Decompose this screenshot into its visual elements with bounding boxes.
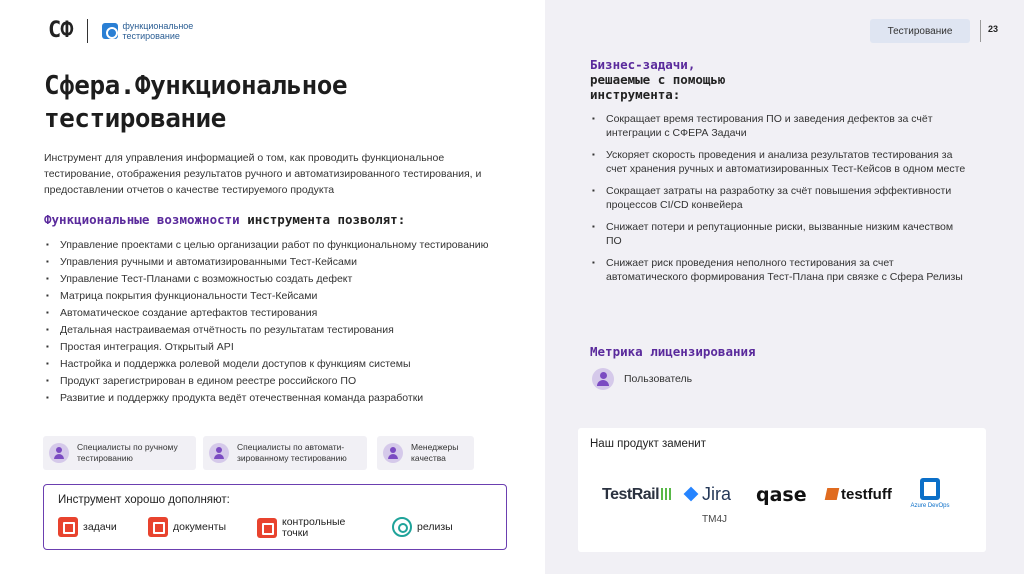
list-item: ▪ Матрица покрытия функциональности Тест-Кейсами	[44, 289, 514, 303]
section-tag: Тестирование	[870, 19, 970, 43]
intro-text: Инструмент для управления информацией о том, как проводить функциональное тестирование, отображения результатов ручного и автоматизированного тестирования, и предоставлении отчетов о качестве тестируемого продукта	[44, 152, 482, 196]
testrail-logo: TestRail	[602, 486, 673, 504]
replaces-box	[578, 428, 986, 552]
metric-heading: Метрика лицензирования	[590, 344, 756, 359]
list-item: ▪ Управление Тест-Планами с возможностью создать дефект	[44, 272, 514, 286]
list-item: ▪ Управления ручными и автоматизированными Тест-Кейсами	[44, 255, 514, 269]
list-item: ▪ Детальная настраиваемая отчётность по результатам тестирования	[44, 323, 514, 337]
replaces-title: Наш продукт заменит	[590, 438, 706, 450]
list-item: ▪ Автоматическое создание артефактов тестирования	[44, 306, 514, 320]
tm4j-label: TM4J	[702, 514, 727, 525]
business-list	[590, 112, 970, 292]
tool-documents[interactable]: документы	[148, 517, 226, 537]
user-icon	[592, 368, 614, 390]
list-item: ▪ Сокращает затраты на разработку за счёт повышения эффективности процессов CI/CD конвейера	[590, 184, 970, 212]
list-item: ▪ Продукт зарегистрирован в едином реестре российского ПО	[44, 374, 514, 388]
tool-releases[interactable]: релизы	[392, 517, 453, 537]
list-item: ▪ Снижает риск проведения неполного тестирования за счет автоматического формирования Тест-Плана при связке с Сфера Релизы	[590, 256, 970, 284]
jira-logo: Jira	[684, 484, 731, 505]
list-item: ▪ Развитие и поддержку продукта ведёт отечественная команда разработки	[44, 391, 514, 405]
business-heading: Бизнес-задачи, решаемые с помощью инструмента:	[590, 57, 726, 102]
complement-title: Инструмент хорошо дополняют:	[58, 494, 230, 506]
product-logo-icon	[102, 23, 118, 39]
user-icon	[209, 443, 229, 463]
logo-product-name: функциональное тестирование	[122, 20, 194, 41]
list-item: ▪ Настройка и поддержка ролевой модели доступов к функциям системы	[44, 357, 514, 371]
metric-user: Пользователь	[592, 368, 692, 390]
list-item: ▪ Управление проектами с целью организации работ по функциональному тестированию	[44, 238, 514, 252]
azure-devops-icon	[920, 478, 940, 500]
list-item: ▪ Сокращает время тестирования ПО и заведения дефектов за счёт интеграции с СФЕРА Задачи	[590, 112, 970, 140]
page-number: 23	[988, 24, 999, 34]
logo-divider	[87, 19, 88, 43]
tasks-icon	[58, 517, 78, 537]
testfuff-logo: testfuff	[826, 486, 892, 503]
list-item: ▪ Ускоряет скорость проведения и анализа результатов тестирования за счет хранения ручных и автоматизированных Тест-Кейсов в одном месте	[590, 148, 970, 176]
features-heading: Функциональные возможности инструмента позволят:	[44, 212, 406, 227]
logo	[48, 18, 193, 43]
testrail-icon	[661, 488, 673, 500]
complement-box	[43, 484, 507, 550]
features-list	[44, 238, 514, 408]
documents-icon	[148, 517, 168, 537]
page-title: Сфера.Функциональное тестирование	[44, 71, 348, 134]
role-card-qa-managers: Менеджеры качества	[377, 436, 474, 470]
tool-checkpoints[interactable]: контрольные точки	[257, 517, 345, 539]
checkpoints-icon	[257, 518, 277, 538]
user-icon	[383, 443, 403, 463]
logo-sf: СФ	[48, 18, 73, 43]
list-item: ▪ Простая интеграция. Открытый API	[44, 340, 514, 354]
azure-devops-logo: Azure DevOps	[908, 478, 952, 509]
jira-icon	[684, 487, 699, 502]
role-card-automation: Специалисты по автомати- зированному тестированию	[203, 436, 367, 470]
testfuff-icon	[825, 488, 840, 500]
qase-logo: qase	[756, 484, 807, 506]
list-item: ▪ Снижает потери и репутационные риски, вызванные низким качеством ПО	[590, 220, 970, 248]
releases-icon	[392, 517, 412, 537]
page-number-divider	[980, 20, 981, 42]
role-card-manual: Специалисты по ручному тестированию	[43, 436, 196, 470]
tool-tasks[interactable]: задачи	[58, 517, 117, 537]
user-icon	[49, 443, 69, 463]
